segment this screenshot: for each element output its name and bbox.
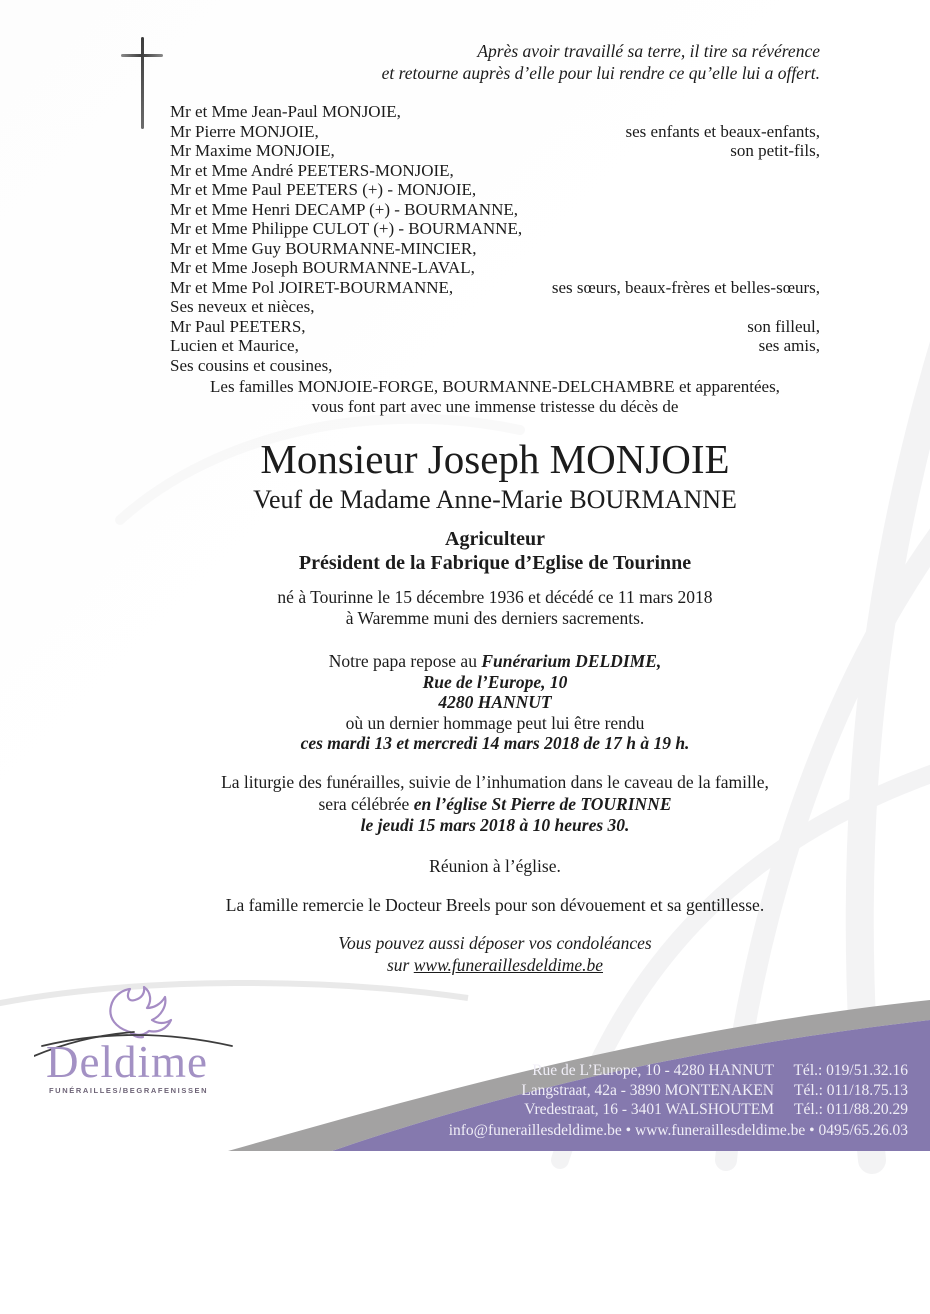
deldime-logo (34, 986, 244, 1101)
funerarium-name: Funérarium DELDIME, (481, 651, 662, 671)
cross-icon (118, 34, 168, 134)
family-row (170, 317, 820, 337)
family-member: Mr Paul PEETERS, (170, 316, 306, 336)
address-row (449, 1061, 908, 1081)
family-member: Mr et Mme Guy BOURMANNE-MINCIER, (170, 238, 477, 258)
repose-line (170, 651, 820, 672)
liturgy-line2 (170, 794, 820, 816)
family-member: Lucien et Maurice, (170, 336, 299, 355)
deceased-name: Monsieur Joseph MONJOIE (260, 436, 730, 482)
deceased-roles (170, 528, 820, 575)
family-member: Mr et Mme Pol JOIRET-BOURMANNE, (170, 277, 454, 297)
funerarium-city: 4280 HANNUT (438, 692, 552, 713)
address-text: Langstraat, 42a - 3890 MONTENAKEN (521, 1081, 774, 1099)
hommage-line: où un dernier hommage peut lui être rendu (345, 712, 645, 733)
phone-number: Tél.: 011/18.75.13 (794, 1081, 908, 1099)
widow-line: Veuf de Madame Anne-Marie BOURMANNE (253, 485, 737, 514)
relationship-label: ses sœurs, beaux-frères et belles-sœurs, (551, 277, 820, 297)
address-text: Rue de L’Europe, 10 - 4280 HANNUT (532, 1062, 774, 1079)
family-member: Mr et Mme Philippe CULOT (+) - BOURMANNE, (170, 219, 523, 238)
family-row (170, 161, 820, 181)
epigraph-line2: et retourne auprès d’elle pour lui rendre ce qu’elle lui a offert. (381, 63, 820, 83)
family-row (170, 180, 820, 200)
family-row (170, 122, 820, 142)
phone-number: Tél.: 011/88.20.29 (794, 1101, 908, 1119)
announce-line: vous font part avec une immense tristesse du décès de (311, 396, 679, 416)
family-member: Mr et Mme Joseph BOURMANNE-LAVAL, (170, 258, 475, 277)
life-dates (170, 587, 820, 629)
repose-block (170, 651, 820, 754)
family-row (170, 141, 820, 161)
relationship-label: ses enfants et beaux-enfants, (625, 121, 820, 141)
address-text: Vredestraat, 16 - 3401 WALSHOUTEM (524, 1101, 774, 1119)
families-line: Les familles MONJOIE-FORGE, BOURMANNE-DELCHAMBRE et apparentées, (210, 377, 780, 396)
ceremony-date: le jeudi 15 mars 2018 à 10 heures 30. (360, 815, 630, 836)
family-list (170, 102, 820, 416)
repose-prefix: Notre papa repose au (328, 651, 482, 671)
role-agriculteur: Agriculteur (445, 528, 545, 550)
visit-dates: ces mardi 13 et mercredi 14 mars 2018 de 17 h à 19 h. (300, 733, 690, 754)
family-member: Mr et Mme Henri DECAMP (+) - BOURMANNE, (170, 199, 518, 219)
phone-number: Tél.: 019/51.32.16 (793, 1062, 908, 1079)
family-member: Mr Maxime MONJOIE, (170, 141, 335, 160)
family-row (170, 258, 820, 278)
cross-horizontal-bar (121, 54, 163, 57)
family-row (170, 336, 820, 356)
family-member: Mr et Mme Paul PEETERS (+) - MONJOIE, (170, 180, 477, 199)
address-row (449, 1081, 908, 1101)
brand-wordmark: Deldime (46, 1037, 208, 1087)
family-row (170, 239, 820, 259)
thanks-line: La famille remercie le Docteur Breels pour son dévouement et sa gentillesse. (225, 895, 765, 915)
family-row (170, 278, 820, 298)
relationship-label: ses amis, (758, 336, 820, 355)
family-row (170, 356, 820, 376)
family-row (170, 219, 820, 239)
epigraph (170, 40, 820, 84)
deceased-block (170, 436, 820, 575)
family-member: Mr et Mme André PEETERS-MONJOIE, (170, 160, 454, 180)
family-member: Ses neveux et nièces, (170, 297, 315, 316)
dove-icon (110, 987, 171, 1037)
brand-tagline: FUNÉRAILLES/BEGRAFENISSEN (49, 1086, 209, 1095)
address-row (449, 1100, 908, 1120)
family-row (170, 102, 820, 122)
family-member: Ses cousins et cousines, (170, 355, 333, 375)
address-rows (449, 1061, 908, 1120)
family-rows (170, 102, 820, 375)
family-row (170, 297, 820, 317)
church-name: en l’église St Pierre de TOURINNE (413, 793, 672, 814)
epigraph-line1: Après avoir travaillé sa terre, il tire sa révérence (477, 41, 820, 61)
footer-addresses (449, 1061, 908, 1140)
family-row (170, 200, 820, 220)
family-member: Mr et Mme Jean-Paul MONJOIE, (170, 102, 401, 121)
liturgy-block (170, 772, 820, 837)
liturgy-line1: La liturgie des funérailles, suivie de l’inhumation dans le caveau de la famille, (221, 772, 769, 792)
cross-vertical-bar (141, 37, 144, 129)
sacraments-line: à Waremme muni des derniers sacrements. (345, 608, 645, 628)
family-member: Mr Pierre MONJOIE, (170, 121, 319, 141)
role-president: Président de la Fabrique d’Eglise de Tourinne (298, 551, 692, 574)
liturgy-prefix: sera célébrée (318, 793, 414, 814)
condolences-line1: Vous pouvez aussi déposer vos condoléances (338, 933, 652, 953)
relationship-label: son petit-fils, (730, 141, 820, 160)
condolences-website-link[interactable]: www.funeraillesdeldime.be (413, 954, 603, 975)
funerarium-street: Rue de l’Europe, 10 (422, 671, 568, 692)
contact-line: info@funeraillesdeldime.be • www.funeraillesdeldime.be • 0495/65.26.03 (448, 1121, 908, 1139)
relationship-label: son filleul, (747, 316, 820, 336)
birth-death-line: né à Tourinne le 15 décembre 1936 et décédé ce 11 mars 2018 (277, 587, 713, 607)
condolences-prefix: sur (387, 954, 414, 975)
reunion-line: Réunion à l’église. (429, 856, 561, 876)
